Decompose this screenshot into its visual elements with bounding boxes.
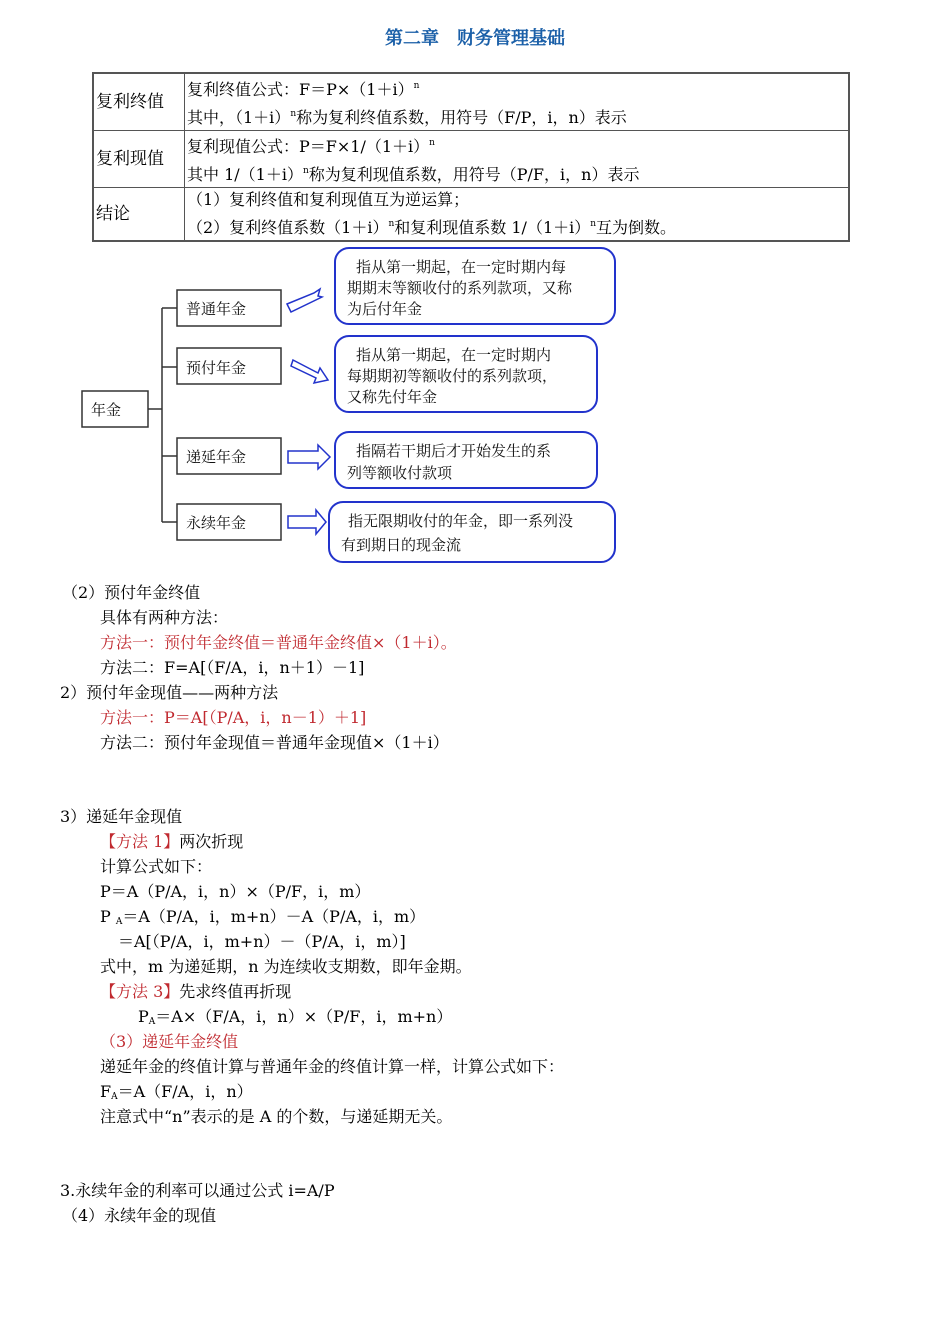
exponent: n <box>429 138 435 148</box>
row-body <box>185 188 850 242</box>
row-body <box>185 131 850 188</box>
page-title: 第二章 财务管理基础 <box>385 28 565 49</box>
formula-symbol: P <box>138 1007 149 1026</box>
compound-interest-table <box>92 72 850 242</box>
definition-text: 指隔若干期后才开始发生的系 <box>356 442 552 460</box>
paragraph: 注意式中“n”表示的是 A 的个数，与递延期无关。 <box>100 1107 453 1126</box>
definition-text: 期期末等额收付的系列款项，又称 <box>347 279 573 297</box>
table-row <box>93 131 849 188</box>
definition-text: 又称先付年金 <box>347 388 438 406</box>
formula-text: （2）复利终值系数（1＋i） <box>187 218 389 237</box>
method-line <box>100 980 291 1004</box>
paragraph: 递延年金的终值计算与普通年金的终值计算一样，计算公式如下： <box>100 1057 565 1076</box>
exponent: n <box>590 219 597 229</box>
formula-text: （1）复利终值和复利现值互为逆运算； <box>187 190 470 209</box>
heading: 3）递延年金现值 <box>60 807 183 826</box>
paragraph: 具体有两种方法： <box>100 608 229 627</box>
paragraph: 式中，m 为递延期，n 为连续收支期数，即年金期。 <box>100 957 472 976</box>
definition-text: 有到期日的现金流 <box>341 536 462 554</box>
annuity-type-label: 普通年金 <box>186 300 247 318</box>
subscript: A <box>148 1017 156 1027</box>
row-body <box>185 73 850 131</box>
subheading: （3）递延年金终值 <box>100 1032 239 1051</box>
method-tag: 【方法 1】 <box>100 832 180 851</box>
row-head: 复利终值 <box>93 73 185 131</box>
table-row <box>93 188 849 242</box>
formula-symbol: F <box>100 1082 112 1101</box>
formula-symbol: P <box>100 907 111 926</box>
exponent: n <box>388 219 395 229</box>
formula: 方法二：预付年金现值＝普通年金现值×（1＋i） <box>100 733 449 752</box>
formula-text: 和复利现值系数 1/（1＋i） <box>394 218 591 237</box>
heading: （2）预付年金终值 <box>62 583 201 602</box>
formula-text: 其中 1/（1＋i） <box>187 165 303 184</box>
formula-text: 互为倒数。 <box>596 218 677 237</box>
formula-text: ＝A×（F/A，i，n）×（P/F，i，m+n） <box>155 1007 453 1026</box>
definition-text: 指从第一期起，在一定时期内 <box>356 346 552 364</box>
exponent: n <box>290 109 297 119</box>
formula: P＝A（P/A，i，n）×（P/F，i，m） <box>100 882 371 901</box>
definition-text: 列等额收付款项 <box>347 464 453 482</box>
exponent: n <box>413 81 420 91</box>
formula-text: ＝A（P/A，i，m+n）－A（P/A，i，m） <box>122 907 426 926</box>
definition-text: 指从第一期起，在一定时期内每 <box>356 258 567 276</box>
arrow-icon <box>287 289 322 312</box>
annuity-type-label: 预付年金 <box>186 359 247 377</box>
definition-text: 每期期初等额收付的系列款项， <box>347 367 558 385</box>
exponent: n <box>302 166 309 176</box>
formula-text: 其中，（1＋i） <box>187 108 291 127</box>
highlighted-formula: 方法一：P＝A[（P/A，i，n－1）＋1] <box>100 708 367 727</box>
arrow-icon <box>288 510 326 534</box>
heading: 2）预付年金现值——两种方法 <box>60 683 279 702</box>
annuity-type-label: 永续年金 <box>186 514 247 532</box>
subscript: A <box>111 1092 118 1102</box>
highlighted-formula: 方法一：预付年金终值＝普通年金终值×（1＋i）。 <box>100 633 457 652</box>
root-label: 年金 <box>91 401 122 419</box>
arrow-icon <box>288 445 330 469</box>
method-text: 两次折现 <box>179 832 244 851</box>
annuity-type-label: 递延年金 <box>186 448 247 466</box>
tree-connectors <box>148 308 177 522</box>
method-text: 先求终值再折现 <box>179 982 292 1001</box>
formula-text: 复利现值公式：P＝F×1/（1＋i） <box>187 137 430 156</box>
paragraph: 计算公式如下： <box>100 857 213 876</box>
row-head: 复利现值 <box>93 131 185 188</box>
subscript: A <box>115 917 123 927</box>
annuity-diagram <box>0 240 950 570</box>
formula: ＝A[（P/A，i，m+n）－（P/A，i，m）] <box>118 932 406 951</box>
formula-text: 复利终值公式：F＝P×（1＋i） <box>187 80 414 99</box>
formula-text: 称为复利终值系数，用符号（F/P，i，n）表示 <box>296 108 627 127</box>
table-row <box>93 73 849 131</box>
arrow-icon <box>291 360 328 383</box>
heading: （4）永续年金的现值 <box>62 1206 217 1225</box>
definition-text: 为后付年金 <box>347 300 423 318</box>
formula-text: ＝A（F/A，i，n） <box>117 1082 253 1101</box>
row-head: 结论 <box>93 188 185 242</box>
heading: 3.永续年金的利率可以通过公式 i=A/P <box>60 1181 335 1200</box>
formula-text: 称为复利现值系数，用符号（P/F，i，n）表示 <box>308 165 640 184</box>
method-tag: 【方法 3】 <box>100 982 180 1001</box>
method-line <box>100 830 243 854</box>
formula: 方法二：F=A[（F/A，i，n＋1）－1] <box>100 658 365 677</box>
definition-text: 指无限期收付的年金，即一系列没 <box>348 512 574 530</box>
